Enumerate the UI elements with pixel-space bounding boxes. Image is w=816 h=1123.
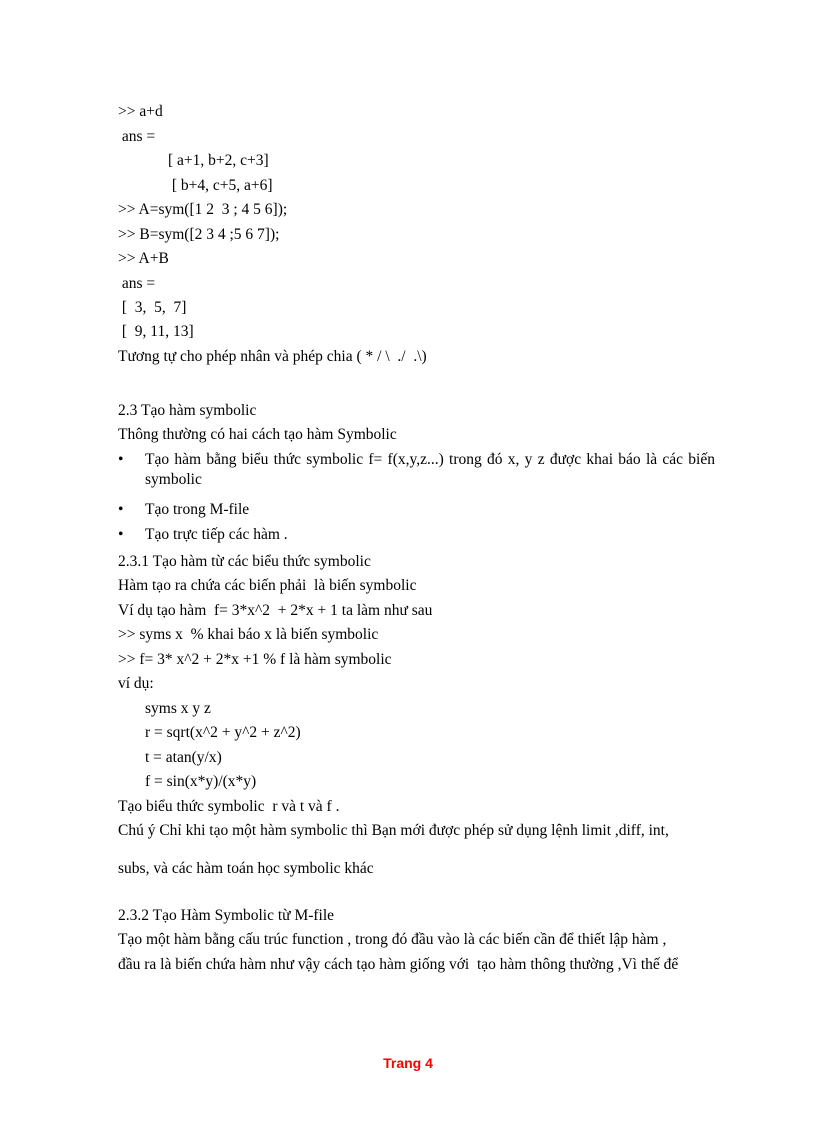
section-heading: 2.3.2 Tạo Hàm Symbolic từ M-file [118,907,335,924]
output-line: ans = [118,275,156,292]
output-line: [ 3, 5, 7] [118,299,187,316]
paragraph-line: Thông thường có hai cách tạo hàm Symbolic [118,426,397,443]
paragraph-line: đầu ra là biến chứa hàm như vậy cách tạo hàm giống với tạo hàm thông thường ,Vì thế để [118,956,679,973]
output-line: [ a+1, b+2, c+3] [168,152,269,169]
paragraph-line: Ví dụ tạo hàm f= 3*x^2 + 2*x + 1 ta làm như sau [118,602,433,619]
code-line: >> a+d [118,103,163,120]
code-line: >> A+B [118,250,169,267]
code-line: t = atan(y/x) [145,749,222,766]
paragraph-line: Tương tự cho phép nhân và phép chia ( * / \ ./ .\) [118,348,427,365]
paragraph-line: ví dụ: [118,675,154,692]
code-line: >> B=sym([2 3 4 ;5 6 7]); [118,226,280,243]
section-heading: 2.3 Tạo hàm symbolic [118,402,257,419]
bullet-icon: • [118,501,124,518]
code-line: syms x y z [145,700,211,717]
code-line: >> A=sym([1 2 3 ; 4 5 6]); [118,201,288,218]
bullet-icon: • [118,451,124,468]
code-line: >> syms x % khai báo x là biến symbolic [118,626,379,643]
list-item-text: Tạo trong M-file [145,501,250,518]
page-number: Trang 4 [383,1055,433,1071]
paragraph-line: Tạo một hàm bằng cấu trúc function , trong đó đầu vào là các biến cần để thiết lập hàm , [118,931,667,948]
output-line: ans = [118,128,156,145]
paragraph-line: subs, và các hàm toán học symbolic khác [118,860,374,877]
section-heading: 2.3.1 Tạo hàm từ các biểu thức symbolic [118,553,371,570]
output-line: [ b+4, c+5, a+6] [168,177,273,194]
list-item-text: Tạo trực tiếp các hàm . [145,526,288,543]
list-item-text: Tạo hàm bằng biểu thức symbolic f= f(x,y,z...) trong đó x, y z được khai báo là các biến symbolic [145,451,715,488]
paragraph-line: Hàm tạo ra chứa các biến phải là biến symbolic [118,577,417,594]
paragraph-line: Chú ý Chỉ khi tạo một hàm symbolic thì Bạn mới được phép sử dụng lệnh limit ,diff, int, [118,822,669,839]
output-line: [ 9, 11, 13] [118,323,194,340]
code-line: f = sin(x*y)/(x*y) [145,773,257,790]
bullet-icon: • [118,526,124,543]
paragraph-line: Tạo biểu thức symbolic r và t và f . [118,798,340,815]
code-line: >> f= 3* x^2 + 2*x +1 % f là hàm symbolic [118,651,392,668]
code-line: r = sqrt(x^2 + y^2 + z^2) [145,724,301,741]
